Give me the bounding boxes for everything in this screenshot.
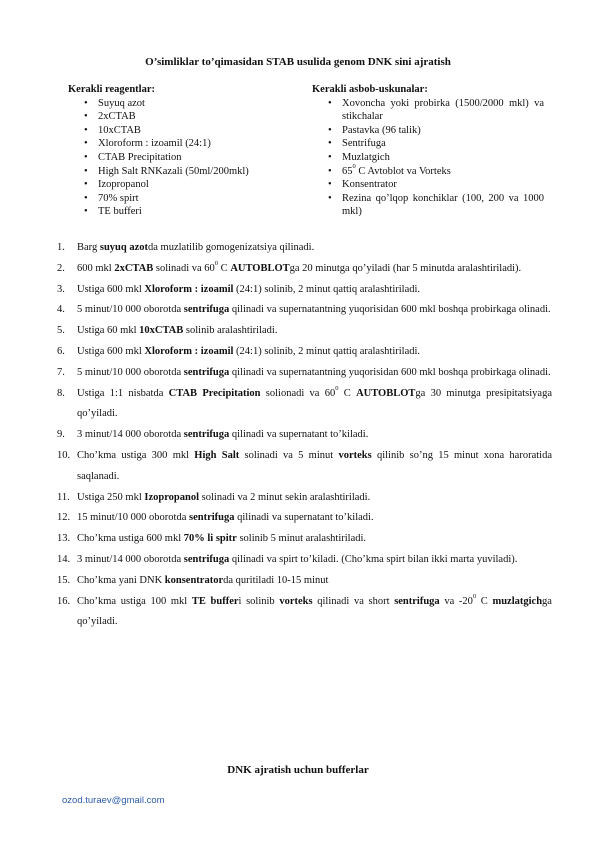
step-text: solinadi va 5 minut xyxy=(239,449,339,461)
step-text: Ustiga 250 mkl xyxy=(77,491,145,503)
step-text: va -20 xyxy=(439,595,473,607)
step-text: ga qo’yiladi. xyxy=(77,595,552,628)
step-number: 6. xyxy=(57,345,65,357)
equipment-heading: Kerakli asbob-uskunalar: xyxy=(312,84,428,95)
step-keyword: sentrifuga xyxy=(183,304,230,316)
step-text: 600 mkl xyxy=(77,262,115,274)
equipment-text-part: 65 xyxy=(342,165,353,177)
procedure-step xyxy=(57,571,552,592)
equipment-item: • Xovoncha yoki probirka (1500/2000 mkl) va stikchalar xyxy=(328,97,544,124)
reagents-heading: Kerakli reagentlar: xyxy=(68,84,155,95)
step-keyword: 10xCTAB xyxy=(139,325,184,337)
procedure-steps xyxy=(57,238,552,633)
step-number: 4. xyxy=(57,304,65,316)
equipment-item: • Sentrifuga xyxy=(328,137,544,151)
equipment-section xyxy=(312,83,544,219)
step-text: qilinadi va spirt to’kiladi. (Cho’kma spirt bilan ikki marta yuviladi). xyxy=(229,553,518,565)
reagent-item: • 10xCTAB xyxy=(84,124,298,138)
step-text: Barg xyxy=(77,242,100,253)
step-number: 2. xyxy=(57,262,65,274)
page-title: O’simliklar to’qimasidan STAB usulida genom DNK sini ajratish xyxy=(145,56,451,68)
procedure-step xyxy=(57,300,552,321)
step-text: Ustiga 600 mkl xyxy=(77,345,145,357)
step-text: qilinadi va supernatantning yuqorisidan 600 mkl boshqa probirkaga olinadi. xyxy=(229,304,551,316)
reagent-item: • Xloroform : izoamil (24:1) xyxy=(84,137,298,151)
step-text: Ustiga 1:1 nisbatda xyxy=(77,387,169,399)
step-keyword: 2xCTAB xyxy=(114,262,154,274)
step-number: 5. xyxy=(57,325,65,337)
equipment-item: • Konsentrator xyxy=(328,178,544,192)
step-keyword: konsentrator xyxy=(164,574,224,586)
step-number: 16. xyxy=(57,595,71,607)
procedure-step xyxy=(57,321,552,342)
buffers-section-title: DNK ajratish uchun bufferlar xyxy=(227,764,369,776)
step-number: 11. xyxy=(57,491,70,503)
step-text: Cho’kma ustiga 600 mkl xyxy=(77,533,184,545)
equipment-list xyxy=(312,97,544,219)
step-text: Ustiga 600 mkl xyxy=(77,283,145,295)
procedure-step xyxy=(57,592,552,634)
step-text: qilinib so’ng 15 minut xona haroratida saqlanadi. xyxy=(77,449,552,482)
step-keyword: AUTOBLOT xyxy=(230,262,290,274)
step-keyword: vorteks xyxy=(279,595,313,607)
equipment-item xyxy=(328,165,544,179)
step-keyword: 70% li spitr xyxy=(183,533,237,545)
step-text: ga 20 minutga qo’yiladi (har 5 minutda aralashtiriladi). xyxy=(289,262,522,274)
step-text: (24:1) solinib, 2 minut qattiq aralashtiriladi. xyxy=(233,345,421,357)
step-text: qilinadi va supernatant to’kiladi. xyxy=(234,512,374,524)
reagent-item: • TE bufferi xyxy=(84,205,298,219)
step-number: 12. xyxy=(57,512,71,524)
step-number: 10. xyxy=(57,449,71,461)
step-text: solinib aralashtiriladi. xyxy=(183,325,278,337)
procedure-step xyxy=(57,384,552,426)
step-text: 5 minut/10 000 oborotda xyxy=(77,366,184,378)
step-keyword: TE buffer xyxy=(191,595,239,607)
step-text: Ustiga 60 mkl xyxy=(77,325,140,337)
step-text: Cho’kma ustiga 300 mkl xyxy=(77,449,195,461)
procedure-step xyxy=(57,488,552,509)
step-text: 3 minut/14 000 oborotda xyxy=(77,553,184,565)
reagent-item: • CTAB Precipitation xyxy=(84,151,298,165)
equipment-item: • Muzlatgich xyxy=(328,151,544,165)
step-text: da quritiladi 10-15 minut xyxy=(223,574,329,586)
step-number: 8. xyxy=(57,387,65,399)
step-keyword: AUTOBLOT xyxy=(356,387,416,399)
step-keyword: sentrifuga xyxy=(183,366,230,378)
step-text: C xyxy=(338,387,357,399)
step-text: qilinadi va supernatant to’kiladi. xyxy=(229,429,369,441)
step-text: i solinib xyxy=(238,595,280,607)
step-text: solinib 5 minut aralashtiriladi. xyxy=(236,533,367,545)
step-keyword: sentrifuga xyxy=(183,553,230,565)
reagent-item: • Suyuq azot xyxy=(84,97,298,111)
step-keyword: muzlatgich xyxy=(492,595,543,607)
equipment-item: • Rezina qo’lqop konchiklar (100, 200 va 1000 mkl) xyxy=(328,192,544,219)
equipment-text-part: 0 xyxy=(352,163,356,171)
reagent-item: • High Salt RNKazali (50ml/200mkl) xyxy=(84,165,298,179)
step-keyword: CTAB Precipitation xyxy=(168,387,261,399)
step-keyword: Izopropanol xyxy=(144,491,200,503)
step-text: 15 minut/10 000 oborotda xyxy=(77,512,189,524)
step-number: 1. xyxy=(57,242,65,253)
step-keyword: Xloroform : izoamil xyxy=(144,345,234,357)
step-keyword: sentrifuga xyxy=(189,512,235,524)
step-number: 3. xyxy=(57,283,65,295)
author-email: ozod.turaev@gmail.com xyxy=(62,795,165,806)
step-keyword: High Salt xyxy=(194,449,240,461)
step-text: Cho’kma yani DNK xyxy=(77,574,165,586)
reagent-item: • 2xCTAB xyxy=(84,110,298,124)
step-text: 3 minut/14 000 oborotda xyxy=(77,429,184,441)
equipment-text-part: C Avtoblot va Vorteks xyxy=(355,165,451,177)
step-text: 0 xyxy=(335,385,339,393)
step-keyword: vorteks xyxy=(338,449,372,461)
step-keyword: sentrifuga xyxy=(394,595,440,607)
step-number: 15. xyxy=(57,574,71,586)
procedure-step xyxy=(57,529,552,550)
step-keyword: Xloroform : izoamil xyxy=(144,283,234,295)
procedure-step xyxy=(57,446,552,488)
step-keyword: suyuq azot xyxy=(99,242,148,253)
step-text: 0 xyxy=(472,593,477,601)
step-text: C xyxy=(218,262,231,274)
equipment-item: • Pastavka (96 talik) xyxy=(328,124,544,138)
reagent-item: • Izopropanol xyxy=(84,178,298,192)
procedure-step xyxy=(57,238,552,259)
step-text: 0 xyxy=(214,260,219,268)
procedure-step xyxy=(57,550,552,571)
reagent-item: • 70% spirt xyxy=(84,192,298,206)
step-number: 13. xyxy=(57,533,71,545)
step-text: solionadi va 60 xyxy=(260,387,336,399)
procedure-step xyxy=(57,363,552,384)
step-keyword: sentrifuga xyxy=(183,429,230,441)
step-text: (24:1) solinib, 2 minut qattiq aralashtiriladi. xyxy=(233,283,421,295)
step-text: qilinadi va supernatantning yuqorisidan 600 mkl boshqa probirkaga olinadi. xyxy=(229,366,551,378)
step-text: 5 minut/10 000 oborotda xyxy=(77,304,184,316)
procedure-step xyxy=(57,342,552,363)
step-text: C xyxy=(476,595,493,607)
step-text: da muzlatilib gomogenizatsiya qilinadi. xyxy=(148,242,315,253)
procedure-step xyxy=(57,259,552,280)
step-number: 9. xyxy=(57,429,65,441)
procedure-step xyxy=(57,508,552,529)
step-text: qilinadi va short xyxy=(312,595,395,607)
step-number: 14. xyxy=(57,553,71,565)
step-text: solinadi va 60 xyxy=(153,262,215,274)
step-text: ga 30 minutga presipitatsiyaga qo’yiladi. xyxy=(77,387,552,420)
step-text: Cho’kma ustiga 100 mkl xyxy=(77,595,192,607)
step-number: 7. xyxy=(57,366,65,378)
step-text: solinadi va 2 minut sekin aralashtiriladi. xyxy=(199,491,371,503)
procedure-step xyxy=(57,280,552,301)
reagents-section xyxy=(68,83,298,219)
reagents-list xyxy=(68,97,298,219)
procedure-step xyxy=(57,425,552,446)
